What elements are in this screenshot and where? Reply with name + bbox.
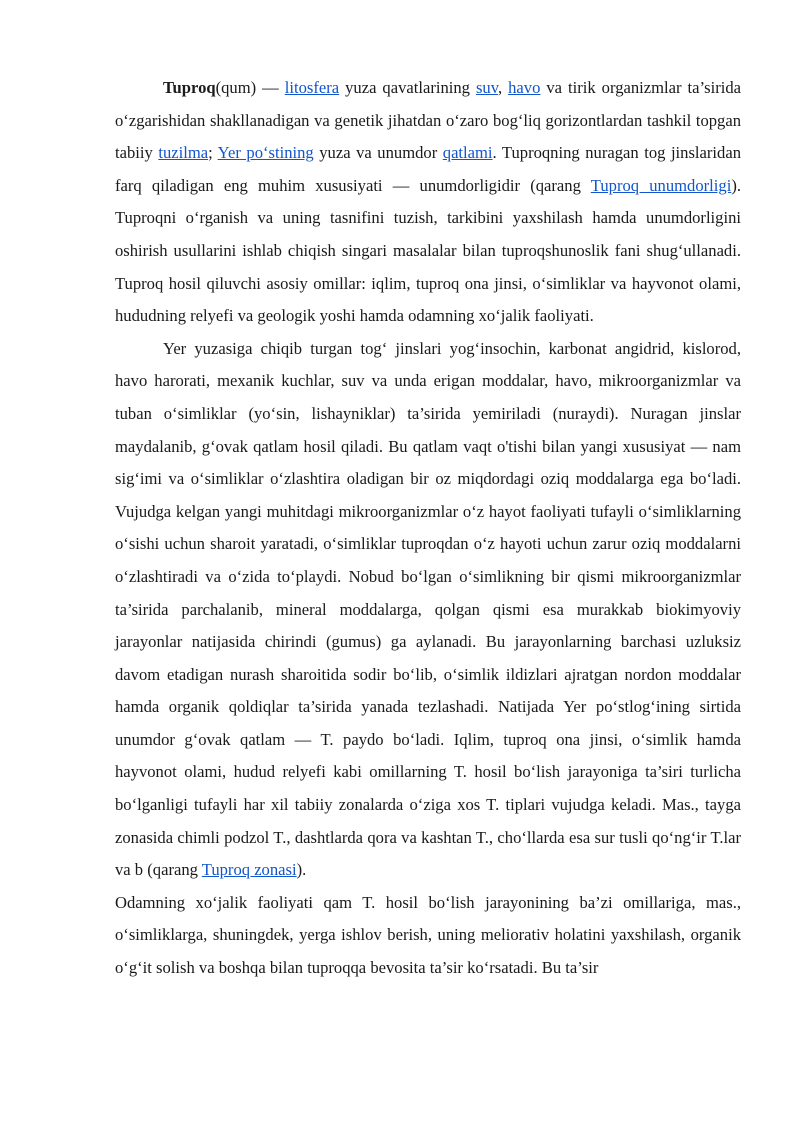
link-tuproq-zonasi[interactable]: Tuproq zonasi — [201, 860, 297, 880]
text: (qum) — — [215, 78, 285, 97]
link-tuproq-unumdorligi[interactable]: Tuproq unumdorligi — [590, 175, 732, 195]
text: yuza va unumdor — [313, 143, 443, 163]
text: ). — [296, 860, 307, 880]
paragraph-1 — [115, 72, 741, 333]
text: yuza qavatlarining — [339, 78, 476, 97]
link-tuzilma[interactable]: tuzilma — [158, 143, 209, 163]
text: va tirik organizmlar ta’sirida o‘zgarishidan shakllanadigan va genetik jihatdan o‘zaro bog‘liq gorizontlardan tashkil topgan tabiiy — [115, 78, 741, 163]
text: ; — [208, 143, 218, 163]
text: . Tuproqning nuragan tog jinslaridan farq qiladigan eng muhim xususiyati — unumdorligidir (qarang — [115, 143, 741, 195]
term-title: Tuproq — [163, 78, 216, 97]
text: Yer yuzasiga chiqib turgan tog‘ jinslari yog‘insochin, karbonat angidrid, kislorod, havo harorati, mexanik kuchlar, suv va unda erigan moddalar, havo, mikroorganizmlar va tuban o‘simliklar (yo‘sin, lishayniklar) ta’sirida yemiriladi (nuraydi). Nuragan jinslar maydalanib, g‘ovak qatlam hosil qiladi. Bu qatlam vaqt o'tishi bilan yangi xususiyat — nam sig‘imi va o‘simliklar o‘zlashtira oladigan bir oz miqdordagi oziq moddalarga ega bo‘ladi. Vujudga kelgan yangi muhitdagi mikroorganizmlar o‘z hayot faoliyati tufayli o‘simliklarning o‘sishi uchun sharoit yaratadi, o‘simliklar tuproqdan o‘z hayoti uchun zarur oziq moddalarni o‘zlashtiradi va o‘zida to‘playdi. Nobud bo‘lgan o‘simlikning bir qismi mikroorganizmlar ta’sirida parchalanib, mineral moddalarga, qolgan qismi esa murakkab biokimyoviy jarayonlar natijasida chirindi (gumus) ga aylanadi. Bu jarayonlarning barchasi uzluksiz davom etadigan nurash sharoitida sodir bo‘lib, o‘simlik ildizlari ajratgan nordon moddalar hamda organik qoldiqlar ta’sirida yanada tezlashadi. Natijada Yer po‘stlog‘ining sirtida unumdor g‘ovak qatlam — T. paydo bo‘ladi. Iqlim, tuproq ona jinsi, o‘simlik hamda hayvonot olami, hudud relyefi kabi omillarning T. hosil bo‘lish jarayoniga ta’siri turlicha bo‘lganligi tufayli har xil tabiiy zonalarda o‘ziga xos T. tiplari vujudga keladi. Mas., tayga zonasida chimli podzol T., dashtlarda qora va kashtan T., cho‘llarda esa sur tusli qo‘ng‘ir T.lar va b (qarang — [115, 338, 741, 880]
document-page — [115, 72, 741, 985]
link-qatlami[interactable]: qatlami — [442, 143, 493, 163]
link-litosfera[interactable]: litosfera — [284, 78, 340, 97]
text: Odamning xo‘jalik faoliyati qam T. hosil bo‘lish jarayonining ba’zi omillariga, mas., o‘simliklarga, shuningdek, yerga ishlov berish, uning meliorativ holatini yaxshilash, organik o‘g‘it solish va boshqa bilan tuproqqa bevosita ta’sir ko‘rsatadi. Bu ta’sir — [115, 892, 741, 978]
paragraph-2 — [115, 333, 741, 887]
link-havo[interactable]: havo — [508, 78, 541, 97]
link-yer-postining[interactable]: Yer po‘stining — [217, 143, 314, 163]
text: , — [497, 78, 509, 97]
link-suv[interactable]: suv — [475, 78, 498, 97]
paragraph-3 — [115, 887, 741, 985]
text: ). Tuproqni o‘rganish va uning tasnifini tuzish, tarkibini yaxshilash hamda unumdorligini oshirish usullarini ishlab chiqish singari masalalar bilan tuproqshunoslik fani shug‘ullanadi. Tuproq hosil qiluvchi asosiy omillar: iqlim, tuproq ona jinsi, o‘simliklar va hayvonot olami, hududning relyefi va geologik yoshi hamda odamning xo‘jalik faoliyati. — [115, 175, 741, 326]
